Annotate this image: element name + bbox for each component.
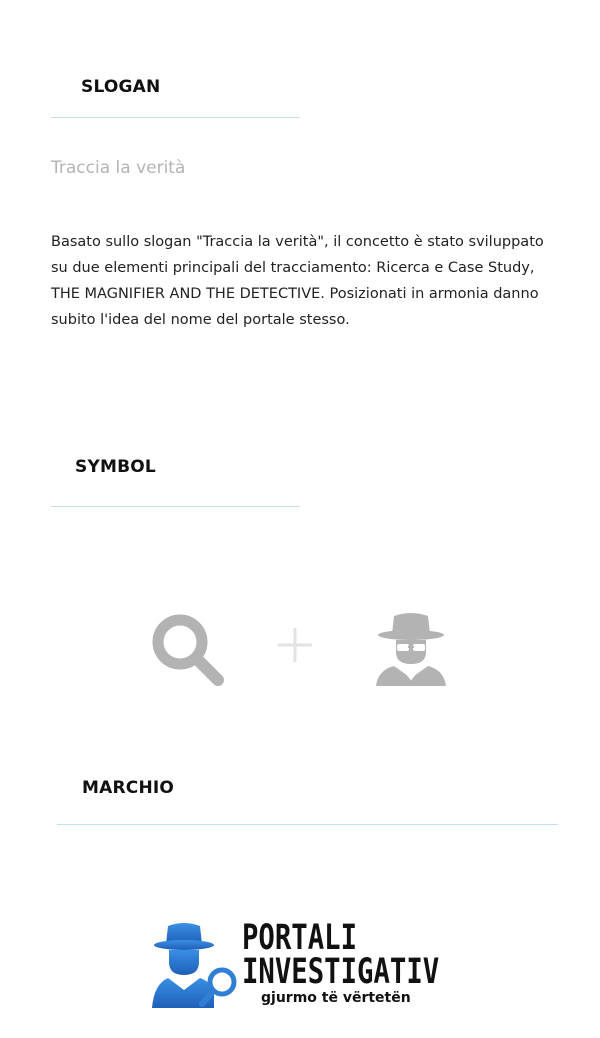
slogan-divider (51, 117, 300, 118)
slogan-text: Traccia la verità (51, 158, 186, 178)
marchio-heading: MARCHIO (82, 778, 175, 798)
logo-title-line1: PORTALI (242, 918, 358, 958)
detective-icon (372, 612, 450, 688)
magnifier-icon (150, 612, 228, 690)
portale-logo (150, 918, 460, 1014)
slogan-description: Basato sullo slogan "Traccia la verità", il concetto è stato sviluppato su due elementi principali del tracciamento: Ricerca e Case Study, THE MAGNIFIER AND THE DETECTIVE. Posizionati in armonia danno subito l'idea del nome del portale stesso. (51, 234, 544, 328)
logo-detective-icon (150, 920, 246, 1010)
plus-icon (276, 626, 314, 664)
logo-tagline: gjurmo të vërtetën (261, 990, 411, 1006)
symbol-heading: SYMBOL (75, 457, 156, 477)
slogan-heading: SLOGAN (81, 77, 161, 97)
logo-title-line2: INVESTIGATIV (242, 952, 440, 992)
symbol-row (0, 600, 600, 700)
marchio-divider (57, 824, 558, 825)
symbol-divider (51, 506, 300, 507)
